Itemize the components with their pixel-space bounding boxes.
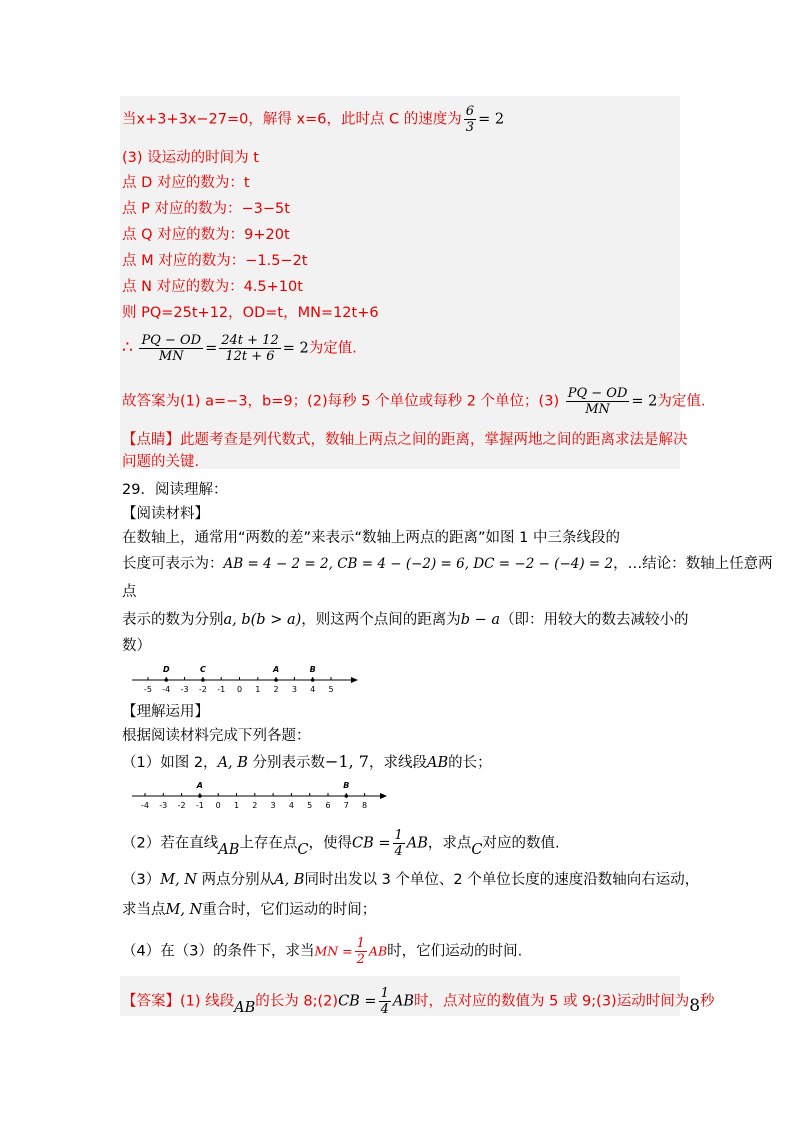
answer-line-1: 当x+3+3x−27=0，解得 x=6，此时点 C 的速度为 $\frac{6}{3}$ = 2 bbox=[122, 104, 505, 135]
tick-label: -2 bbox=[177, 801, 186, 810]
tick-label: 8 bbox=[362, 801, 368, 810]
answer-line-3: 点 D 对应的数为：t bbox=[122, 175, 250, 191]
tick-label: -4 bbox=[162, 685, 171, 694]
material-heading: 【阅读材料】 bbox=[122, 506, 209, 522]
question-1: （1）如图 2，A, B 分别表示数−1, 7，求线段AB的长； bbox=[122, 752, 492, 771]
dianjing-line-2: 问题的关键. bbox=[122, 454, 200, 470]
tick-label: -3 bbox=[180, 685, 189, 694]
tick-label: -4 bbox=[141, 801, 149, 810]
answer-line-10: 故答案为(1) a=−3，b=9；(2)每秒 5 个单位或每秒 2 个单位；(3) $\frac{PQ - OD}{MN}$ = 2为定值. bbox=[122, 386, 706, 417]
point-c-dot bbox=[201, 678, 205, 682]
answer-line-6: 点 M 对应的数为：−1.5−2t bbox=[122, 253, 308, 269]
tick-label: 1 bbox=[233, 801, 240, 810]
tick-label: 2 bbox=[273, 685, 279, 694]
tick-label: 4 bbox=[310, 685, 316, 694]
tick-label: 6 bbox=[325, 801, 331, 810]
answer-line-2: (3) 设运动的时间为 t bbox=[122, 150, 259, 166]
axis-arrow bbox=[351, 677, 358, 683]
tick-label: -2 bbox=[198, 685, 207, 694]
answer-line-4: 点 P 对应的数为：−3−5t bbox=[122, 201, 290, 217]
point-b-label: B bbox=[343, 781, 350, 790]
final-answer: 【答案】(1) 线段AB的长为 8;(2)CB = $\frac{1}{4}$ AB时，点对应的数值为 5 或 9;(3)运动时间为8秒 bbox=[122, 986, 715, 1017]
question-3-cont: 求当点M, N重合时，它们运动的时间； bbox=[122, 902, 377, 918]
tick-label: 2 bbox=[252, 801, 258, 810]
dianjing-line-1: 【点睛】此题考查是列代数式，数轴上两点之间的距离，掌握两地之间的距离求法是解决 bbox=[122, 432, 688, 448]
point-c-label: C bbox=[199, 665, 206, 674]
apply-intro: 根据阅读材料完成下列各题： bbox=[122, 728, 311, 744]
answer-line-8: 则 PQ=25t+12，OD=t，MN=12t+6 bbox=[122, 305, 379, 321]
fraction: $\frac{6}{3}$ bbox=[465, 104, 475, 135]
fraction: $\frac{24t + 12}{12t + 6}$ bbox=[221, 333, 279, 364]
tick-label: 0 bbox=[236, 685, 243, 694]
tick-label: 7 bbox=[343, 801, 349, 810]
answer-line-9: ∴ $\frac{PQ - OD}{MN}$ = $\frac{24t + 12}{12t + 6}$ = 2为定值. bbox=[122, 333, 357, 364]
point-a-dot bbox=[274, 678, 278, 682]
tick-label: 5 bbox=[307, 801, 313, 810]
number-line-figure-2 bbox=[128, 776, 388, 810]
answer-line-5: 点 Q 对应的数为：9+20t bbox=[122, 227, 290, 243]
tick-label: 1 bbox=[255, 685, 261, 694]
point-a-label: A bbox=[272, 665, 280, 674]
problem-title: 29．阅读理解： bbox=[122, 482, 228, 498]
material-p2: 长度可表示为：AB = 4 − 2 = 2, CB = 4 − (−2) = 6, DC = −2 − (−4) = 2，…结论：数轴上任意两 bbox=[122, 556, 773, 572]
tick-label: -5 bbox=[144, 685, 152, 694]
point-a-dot bbox=[198, 794, 202, 798]
axis-arrow bbox=[380, 793, 387, 799]
material-p5: 数） bbox=[122, 638, 151, 654]
tick-label: 3 bbox=[270, 801, 276, 810]
point-b-dot bbox=[345, 794, 349, 798]
fraction: $\frac{1}{2}$ bbox=[356, 936, 365, 967]
tick-label: -1 bbox=[217, 685, 226, 694]
point-b-label: B bbox=[309, 665, 316, 674]
fraction: $\frac{1}{4}$ bbox=[380, 986, 389, 1017]
tick-label: 5 bbox=[328, 685, 334, 694]
answer-line-7: 点 N 对应的数为：4.5+10t bbox=[122, 279, 303, 295]
question-3: （3）M, N 两点分别从A, B同时出发以 3 个单位、2 个单位长度的速度沿数轴向右运动， bbox=[122, 872, 700, 888]
tick-label: 3 bbox=[291, 685, 297, 694]
tick-label: 4 bbox=[288, 801, 294, 810]
question-2: （2）若在直线AB上存在点C，使得CB = $\frac{1}{4}$ AB，求点C对应的数值. bbox=[122, 828, 560, 859]
fraction: $\frac{PQ - OD}{MN}$ bbox=[567, 386, 628, 417]
material-p4: 表示的数为分别a, b(b > a)，则这两个点间的距离为b − a（即：用较大的数去减较小的 bbox=[122, 612, 689, 628]
apply-heading: 【理解运用】 bbox=[122, 704, 209, 720]
tick-label: -1 bbox=[195, 801, 204, 810]
point-a-label: A bbox=[196, 781, 204, 790]
fraction: $\frac{1}{4}$ bbox=[394, 828, 403, 859]
tick-label: 0 bbox=[215, 801, 221, 810]
point-b-dot bbox=[311, 678, 315, 682]
point-d-label: D bbox=[162, 665, 170, 674]
material-p3: 点 bbox=[122, 584, 137, 600]
material-p1: 在数轴上，通常用“两数的差”来表示“数轴上两点的距离”如图 1 中三条线段的 bbox=[122, 530, 620, 546]
fraction: $\frac{PQ - OD}{MN}$ bbox=[141, 333, 202, 364]
number-line-figure-1 bbox=[128, 660, 358, 694]
point-d-dot bbox=[165, 678, 169, 682]
question-4: （4）在（3）的条件下，求当MN = $\frac{1}{2}$ AB时，它们运动的时间. bbox=[122, 936, 523, 967]
tick-label: -3 bbox=[159, 801, 168, 810]
